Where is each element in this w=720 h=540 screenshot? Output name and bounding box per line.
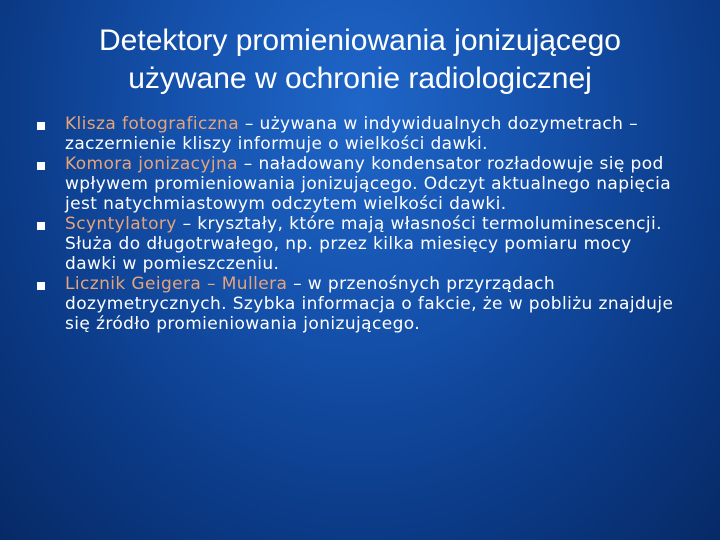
bullet-list	[34, 114, 684, 334]
bullet-item-klisza	[34, 114, 684, 154]
square-bullet-icon	[37, 162, 45, 170]
bullet-text: – w przenośnych przyrządach dozymetrycznych. Szybka informacja o fakcie, że w pobliżu znajduje się źródło promieniowania jonizującego.	[65, 274, 674, 334]
slide-title-line-2: używane w ochronie radiologicznej	[128, 62, 592, 95]
slide-title	[40, 22, 680, 98]
bullet-item-komora	[34, 154, 684, 214]
bullet-item-scyntylatory	[34, 214, 684, 274]
bullet-term: Komora jonizacyjna	[65, 154, 238, 174]
bullet-item-licznik	[34, 274, 684, 334]
bullet-text: – używana w indywidualnych dozymetrach – zaczernienie kliszy informuje o wielkości dawki.	[65, 114, 639, 154]
bullet-text: – kryształy, które mają własności termoluminescencji. Służa do długotrwałego, np. przez kilka miesięcy pomiaru mocy dawki w pomieszczeniu.	[65, 214, 662, 274]
square-bullet-icon	[37, 122, 45, 130]
bullet-term: Scyntylatory	[65, 214, 177, 234]
slide-title-line-1: Detektory promieniowania jonizującego	[99, 24, 621, 57]
bullet-term: Licznik Geigera – Mullera	[65, 274, 288, 294]
square-bullet-icon	[37, 282, 45, 290]
bullet-text: – naładowany kondensator rozładowuje się pod wpływem promieniowania jonizującego. Odczyt aktualnego napięcia jest natychmiastowym odczytem wielkości dawki.	[65, 154, 672, 214]
square-bullet-icon	[37, 222, 45, 230]
bullet-term: Klisza fotograficzna	[65, 114, 240, 134]
